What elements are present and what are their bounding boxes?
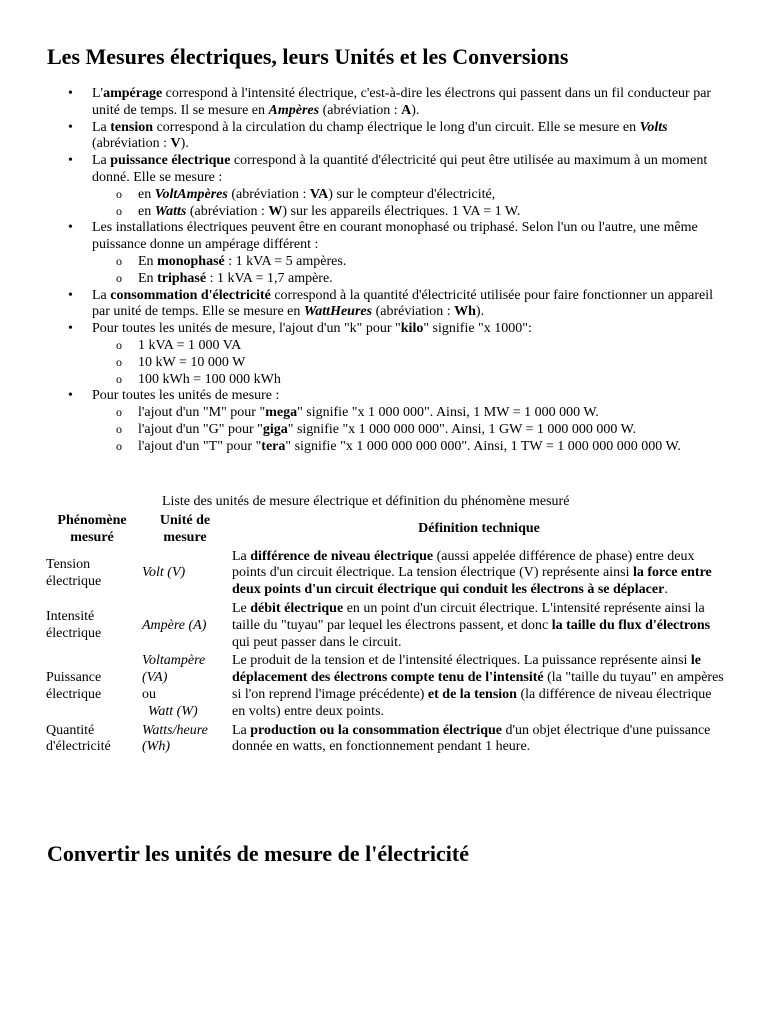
text-run: L' — [92, 86, 104, 101]
sub-list — [92, 187, 732, 221]
text-run: La — [92, 119, 111, 135]
bold-term: W — [268, 203, 283, 219]
text-run: Le produit de la tension et de l'intensité électriques. La puissance représente ainsi — [232, 653, 691, 669]
definitions-list — [92, 86, 732, 456]
text-run: correspond à la circulation du champ électrique le long d'un circuit. Elle se mesure en — [153, 119, 640, 135]
table-header-row — [44, 512, 728, 548]
cell-phenomene: Quantité d'électricité — [46, 722, 111, 755]
sub-list-item — [138, 405, 732, 422]
bold-term: triphasé — [157, 270, 207, 286]
sub-list-item — [138, 254, 732, 271]
text-run: l'ajout d'un "G" pour " — [138, 421, 263, 437]
text-run: Pour toutes les unités de mesure : — [92, 388, 280, 404]
header-unite: Unité de mesure — [159, 513, 211, 545]
text-run: ). — [475, 304, 485, 320]
text-run: ). — [411, 102, 420, 118]
text-run: l'ajout d'un "M" pour " — [138, 405, 266, 421]
cell-definition — [230, 600, 728, 652]
cell-definition — [230, 722, 728, 758]
table-row — [44, 652, 728, 721]
text-run: " signifie "x 1 000 000 000 000". Ainsi, 1 TW = 1 000 000 000 000 W. — [285, 438, 681, 454]
bold-term: et de la tension — [427, 686, 517, 702]
bullet-item — [92, 288, 732, 322]
bold-term: tera — [261, 438, 286, 454]
cell-definition — [230, 652, 728, 721]
text-run: (abréviation : — [319, 102, 402, 118]
unit-text: Volt (V) — [142, 565, 186, 581]
bold-term: ampérage — [103, 86, 163, 101]
text-run: en — [138, 186, 155, 202]
bullet-text — [92, 321, 732, 338]
text-run: " signifie "x 1 000 000". Ainsi, 1 MW = 1 000 000 W. — [297, 405, 599, 421]
section-title-convert: Convertir les unités de mesure de l'électricité — [47, 841, 469, 866]
text-run: 100 kWh = 100 000 kWh — [138, 371, 281, 387]
text-run: Les installations électriques peuvent être en courant monophasé ou triphasé. Selon l'un ou l'autre, une même puissance donne un ampérage différent : — [92, 220, 698, 253]
sub-list — [92, 405, 732, 455]
text-run: correspond à l'intensité électrique, c'est-à-dire les électrons qui passent dans un fil conducteur par unité de temps. Il se mesure en — [92, 86, 712, 118]
cell-unite — [140, 722, 230, 758]
text-run: ). — [180, 136, 189, 152]
table-row — [44, 722, 728, 758]
text-run: . — [664, 582, 668, 598]
text-run: (abréviation : — [227, 186, 310, 202]
text-run: correspond à la quantité d'électricité utilisée pour faire fonctionner un appareil par unité de temps. Elle se mesure en — [92, 287, 713, 320]
text-run: qui peut passer dans le circuit. — [232, 634, 402, 650]
sub-list-item — [138, 422, 732, 439]
bullet-text — [92, 220, 732, 254]
table-caption: Liste des unités de mesure électrique et définition du phénomène mesuré — [162, 494, 570, 509]
bold-term: Ampères — [268, 102, 320, 118]
text-run: en — [138, 203, 155, 219]
table-row — [44, 600, 728, 652]
cell-phenomene: Intensité électrique — [46, 609, 102, 642]
bold-term: WattHeures — [303, 304, 373, 320]
text-run: ) sur les appareils électriques. 1 VA = 1 W. — [282, 203, 521, 219]
table-row — [44, 548, 728, 600]
header-definition: Définition technique — [418, 521, 540, 537]
bold-term: la taille du flux d'électrons — [551, 617, 711, 633]
cell-unite — [140, 548, 230, 600]
bold-term: la force entre deux points d'un circuit électrique qui conduit les électrons à se déplacer — [232, 565, 712, 598]
bold-term: consommation d'électricité — [110, 287, 271, 303]
bold-term: Wh — [454, 304, 476, 320]
text-run: Le — [232, 600, 251, 616]
bullet-text — [92, 120, 732, 154]
bold-term: A — [401, 102, 412, 118]
bullet-text — [92, 86, 732, 120]
bold-term: débit électrique — [250, 600, 344, 616]
bullet-item — [92, 120, 732, 154]
sub-list — [92, 338, 732, 388]
cell-definition — [230, 548, 728, 600]
bold-term: VA — [309, 186, 329, 202]
text-run: 10 kW = 10 000 W — [138, 354, 246, 370]
bold-term: différence de niveau électrique — [250, 548, 434, 564]
bullet-item — [92, 86, 732, 120]
sub-list-item — [138, 372, 732, 389]
text-run: (abréviation : — [372, 304, 455, 320]
bullet-item — [92, 220, 732, 287]
cell-unite — [140, 652, 230, 721]
text-run: En — [138, 253, 158, 269]
unit-text: Ampère (A) — [142, 617, 207, 633]
bold-term: giga — [262, 421, 288, 437]
bullet-text — [92, 153, 732, 187]
unit-line: Watt (W) — [148, 703, 198, 719]
text-run: en un point d'un circuit électrique. L'intensité représente ainsi la taille du "tuyau" par lequel les électrons passent, et donc — [232, 600, 705, 633]
bold-term: monophasé — [157, 253, 225, 269]
text-run: Pour toutes les unités de mesure, l'ajout d'un "k" pour " — [92, 321, 401, 337]
text-run: En — [138, 270, 158, 286]
text-run: 1 kVA = 1 000 VA — [138, 337, 242, 353]
unit-line: ou — [142, 686, 156, 702]
sub-list-item — [138, 187, 732, 204]
bold-term: puissance électrique — [110, 153, 231, 169]
text-run: La — [232, 722, 251, 738]
sub-list-item — [138, 338, 732, 355]
bold-term: production ou la consommation électrique — [250, 722, 503, 738]
text-run: La — [92, 287, 111, 303]
bold-term: kilo — [400, 321, 424, 337]
unit-text: Watts/heure (Wh) — [142, 722, 208, 755]
bullet-text — [92, 288, 732, 322]
bullet-text — [92, 388, 732, 405]
sub-list-item — [138, 439, 732, 456]
sub-list-item — [138, 355, 732, 372]
sub-list-item — [138, 204, 732, 221]
bullet-item — [92, 153, 732, 220]
bold-term: le déplacement des électrons compte tenu de l'intensité — [232, 653, 702, 686]
text-run: (abréviation : — [186, 203, 269, 219]
sub-list-item — [138, 271, 732, 288]
cell-phenomene: Tension électrique — [46, 556, 102, 589]
text-run: d'un objet électrique d'une puissance donnée en watts, en fonctionnement pendant 1 heure. — [232, 722, 711, 755]
text-run: " signifie "x 1 000 000 000". Ainsi, 1 GW = 1 000 000 000 W. — [287, 421, 637, 437]
text-run: : 1 kVA = 5 ampères. — [224, 253, 347, 269]
bold-term: Watts — [154, 203, 187, 219]
bold-term: mega — [265, 405, 298, 421]
cell-phenomene: Puissance électrique — [46, 670, 102, 702]
text-run: (aussi appelée différence de phase) entre deux points d'un circuit électrique. La tension électrique (V) représente ainsi — [232, 548, 695, 581]
bold-term: VoltAmpères — [154, 186, 228, 202]
bold-term: V — [170, 136, 181, 152]
header-phenomene: Phénomène mesuré — [57, 513, 127, 545]
page-title: Les Mesures électriques, leurs Unités et les Conversions — [47, 44, 569, 69]
sub-list — [92, 254, 732, 288]
units-table — [44, 512, 728, 757]
text-run: ) sur le compteur d'électricité, — [328, 186, 496, 202]
bold-term: Volts — [639, 119, 668, 135]
unit-line: Voltampère (VA) — [142, 653, 206, 686]
text-run: : 1 kVA = 1,7 ampère. — [206, 270, 333, 286]
text-run: (la différence de niveau électrique en volts) entre deux points. — [232, 686, 712, 719]
bold-term: tension — [110, 119, 154, 135]
text-run: (la "taille du tuyau" en ampères si l'on reprend l'image précédente) — [232, 670, 724, 702]
bullet-item — [92, 388, 732, 455]
text-run: correspond à la quantité d'électricité qui peut être utilisée au maximum à un moment donné. Elle se mesure : — [92, 153, 708, 185]
text-run: l'ajout d'un "T" pour " — [138, 438, 262, 454]
cell-unite — [140, 600, 230, 652]
bullet-item — [92, 321, 732, 388]
text-run: La — [232, 548, 251, 564]
text-run: (abréviation : — [92, 136, 171, 152]
text-run: " signifie "x 1000": — [423, 321, 532, 337]
text-run: La — [92, 153, 111, 169]
